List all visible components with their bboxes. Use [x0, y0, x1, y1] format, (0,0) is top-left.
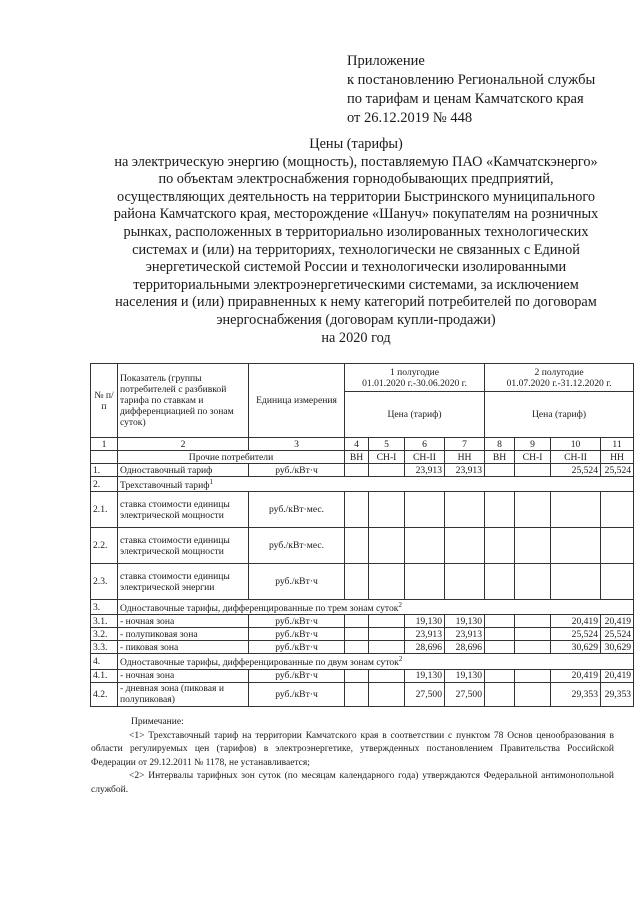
- title-line: Цены (тарифы): [309, 136, 403, 152]
- value-cell: 23,913: [445, 628, 485, 641]
- row-label: - ночная зона: [118, 669, 249, 682]
- value-cell: 27,500: [445, 682, 485, 706]
- row-label: - дневная зона (пиковая и полупиковая): [118, 682, 249, 706]
- table-row: [91, 615, 634, 628]
- row-unit: руб./кВт·ч: [249, 615, 345, 628]
- section-row: [91, 600, 634, 615]
- note-2: <2> Интервалы тарифных зон суток (по месяцам календарного года) утверждаются Федеральной антимонопольной службой.: [91, 771, 614, 795]
- row-num: 3.: [91, 600, 118, 615]
- title-line: энергетической системой России и технологически изолированными: [145, 259, 567, 276]
- half-1-title: 1 полугодие: [389, 366, 440, 378]
- other-consumers-label: Прочие потребители: [118, 451, 345, 464]
- appendix-line-1: Приложение: [347, 53, 425, 69]
- header-half-1: [345, 364, 485, 392]
- header-half-2: [485, 364, 634, 392]
- value-cell: 23,913: [405, 628, 445, 641]
- col-number: 5: [369, 438, 405, 451]
- value-cell: 20,419: [551, 669, 601, 682]
- value-cell: 19,130: [445, 615, 485, 628]
- table-row: [91, 641, 634, 654]
- col-number: 1: [91, 438, 118, 451]
- col-number: 10: [551, 438, 601, 451]
- header-unit: Единица измерения: [249, 364, 345, 438]
- title-line: энергоснабжения (договорам купли-продажи): [216, 311, 496, 328]
- level-vn: ВН: [485, 451, 515, 464]
- section-label: Одноставочные тарифы, дифференцированные по трем зонам суток$^2$: [118, 600, 634, 615]
- tariff-table: [90, 363, 634, 707]
- title-line: по объектам электроснабжения горнодобывающих предприятий,: [158, 171, 554, 188]
- table-header-row: [91, 364, 634, 392]
- row-num: 3.2.: [91, 628, 118, 641]
- section-row: [91, 654, 634, 669]
- header-indicator: Показатель (группы потребителей с разбивкой тарифа по ставкам и дифференциацией по зонам суток): [118, 364, 249, 438]
- title-line: осуществляющих деятельность на территории Быстринского муниципального: [116, 188, 596, 205]
- value-cell: 25,524: [551, 464, 601, 477]
- value-cell: 27,500: [405, 682, 445, 706]
- level-vn: ВН: [345, 451, 369, 464]
- row-label: ставка стоимости единицы электрической мощности: [118, 528, 249, 564]
- col-number: 11: [601, 438, 634, 451]
- section-row: [91, 477, 634, 492]
- value-cell: 28,696: [445, 641, 485, 654]
- title-line: района Камчатского края, месторождение «Шануч» покупателям на розничных: [113, 206, 599, 223]
- half-1-dates: 01.01.2020 г.-30.06.2020 г.: [362, 377, 467, 389]
- header-num: № п/п: [91, 364, 118, 438]
- row-num: 4.2.: [91, 682, 118, 706]
- appendix-line-2: к постановлению Региональной службы: [347, 72, 596, 88]
- notes: [91, 716, 614, 797]
- row-num: 4.1.: [91, 669, 118, 682]
- row-unit: руб./кВт·ч: [249, 682, 345, 706]
- level-nn: НН: [601, 451, 634, 464]
- value-cell: 30,629: [551, 641, 601, 654]
- row-unit: руб./кВт·ч: [249, 628, 345, 641]
- level-nn: НН: [445, 451, 485, 464]
- row-num: 1.: [91, 464, 118, 477]
- value-cell: 25,524: [601, 628, 634, 641]
- row-label: - пиковая зона: [118, 641, 249, 654]
- level-ch2: СН-II: [551, 451, 601, 464]
- table-row: [91, 669, 634, 682]
- notes-heading: Примечание:: [131, 717, 184, 727]
- price-label-half-2: Цена (тариф): [485, 392, 634, 438]
- row-num: 4.: [91, 654, 118, 669]
- table-row: [91, 682, 634, 706]
- col-number: 2: [118, 438, 249, 451]
- table-row: [91, 628, 634, 641]
- value-cell: 23,913: [445, 464, 485, 477]
- half-2-dates: 01.07.2020 г.-31.12.2020 г.: [506, 377, 612, 389]
- title-line: рынках, расположенных в территориально изолированных технологических: [123, 223, 589, 240]
- value-cell: 19,130: [405, 669, 445, 682]
- row-unit: руб./кВт·ч: [249, 564, 345, 600]
- col-number: 8: [485, 438, 515, 451]
- title-line: на 2020 год: [321, 329, 391, 346]
- value-cell: 20,419: [551, 615, 601, 628]
- row-label: ставка стоимости единицы электрической энергии: [118, 564, 249, 600]
- half-2-title: 2 полугодие: [534, 366, 584, 378]
- row-num: 3.3.: [91, 641, 118, 654]
- appendix-line-4: от 26.12.2019 № 448: [347, 110, 473, 126]
- col-number: 3: [249, 438, 345, 451]
- table-row: [91, 564, 634, 600]
- row-num: 2.3.: [91, 564, 118, 600]
- row-unit: руб./кВт·ч: [249, 641, 345, 654]
- title-line: территориальными электроэнергетическими системами, за исключением: [133, 276, 579, 293]
- value-cell: 29,353: [601, 682, 634, 706]
- levels-row: [91, 451, 634, 464]
- value-cell: 19,130: [445, 669, 485, 682]
- section-label: Одноставочные тарифы, дифференцированные по двум зонам суток$^2$: [118, 654, 634, 669]
- row-num: 2.2.: [91, 528, 118, 564]
- column-numbers-row: [91, 438, 634, 451]
- level-ch1: СН-I: [515, 451, 551, 464]
- row-label: Одноставочный тариф: [118, 464, 249, 477]
- row-label: ставка стоимости единицы электрической мощности: [118, 492, 249, 528]
- row-unit: руб./кВт·ч: [249, 464, 345, 477]
- row-label: - полупиковая зона: [118, 628, 249, 641]
- row-unit: руб./кВт·ч: [249, 669, 345, 682]
- appendix-line-3: по тарифам и ценам Камчатского края: [347, 91, 584, 107]
- note-1: <1> Трехставочный тариф на территории Камчатского края в соответствии с пунктом 78 Основ ценообразования в области регулируемых цен (тарифов) в электроэнергетике, утвержденных постановлением Правительства Российской Федерации от 29.12.2011 № 1178, не устанавливается;: [91, 730, 614, 768]
- row-num: 2.: [91, 477, 118, 492]
- level-ch1: СН-I: [369, 451, 405, 464]
- title-line: системах и (или) на территориях, технологически не связанных с Единой: [132, 241, 580, 258]
- value-cell: 29,353: [551, 682, 601, 706]
- row-label: - ночная зона: [118, 615, 249, 628]
- row-unit: руб./кВт·мес.: [249, 492, 345, 528]
- col-number: 6: [405, 438, 445, 451]
- title-line: населения и (или) приравненных к нему категорий потребителей по договорам: [115, 294, 597, 311]
- row-unit: руб./кВт·мес.: [249, 528, 345, 564]
- table-row: [91, 528, 634, 564]
- level-ch2: СН-II: [405, 451, 445, 464]
- value-cell: 30,629: [601, 641, 634, 654]
- value-cell: 23,913: [405, 464, 445, 477]
- value-cell: 20,419: [601, 669, 634, 682]
- title-line: на электрическую энергию (мощность), поставляемую ПАО «Камчатскэнерго»: [114, 153, 598, 170]
- value-cell: 20,419: [601, 615, 634, 628]
- value-cell: 25,524: [551, 628, 601, 641]
- table-row: [91, 464, 634, 477]
- col-number: 4: [345, 438, 369, 451]
- col-number: 7: [445, 438, 485, 451]
- price-label-half-1: Цена (тариф): [345, 392, 485, 438]
- col-number: 9: [515, 438, 551, 451]
- document-title: [96, 136, 616, 347]
- table-row: [91, 492, 634, 528]
- section-label: Трехставочный тариф$^1$: [118, 477, 634, 492]
- appendix-header: [347, 52, 595, 128]
- value-cell: 19,130: [405, 615, 445, 628]
- value-cell: 28,696: [405, 641, 445, 654]
- row-num: 2.1.: [91, 492, 118, 528]
- value-cell: 25,524: [601, 464, 634, 477]
- row-num: 3.1.: [91, 615, 118, 628]
